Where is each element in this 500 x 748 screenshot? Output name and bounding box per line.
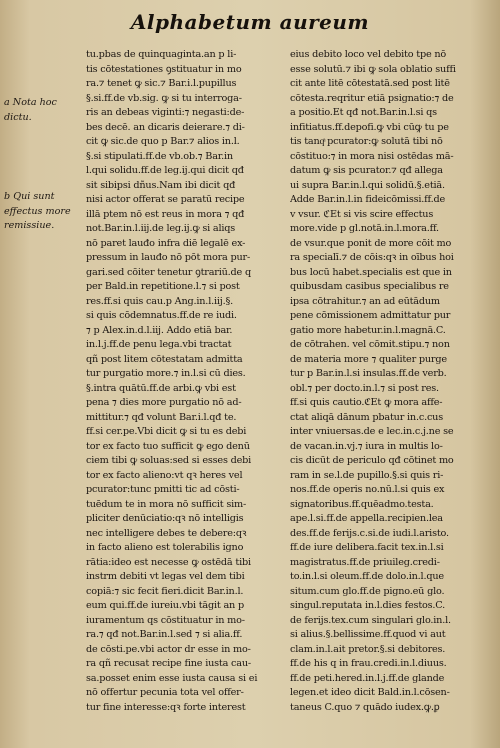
right-column-line: pene cōmissionem admittatur pur <box>290 310 451 321</box>
right-column-line: de vsur.que ponit de more cōit mo <box>290 237 452 249</box>
left-column-line: cit ꝙ sic.de quo p Bar.⁊ alios in.l. <box>86 136 240 147</box>
right-column-line: de vacan.in.vj.⁊ iura in multis lo- <box>290 440 443 452</box>
left-column-line: tor ex facto tuo sufficit ꝙ ego denū <box>86 440 250 452</box>
left-column-line: §.intra quātū.ff.de arbi.ꝙ vbi est <box>86 382 236 394</box>
left-column-line: tur purgatio more.⁊ in.l.si cū dies. <box>86 368 246 379</box>
right-column-line: ff.de peti.hered.in.l.j.ff.de glande <box>290 672 445 684</box>
margin-note-a-text: Nota hoc dictu. <box>4 97 57 123</box>
left-column-line: copiā:⁊ sic fecit fieri.dicit Bar.in.l. <box>86 585 244 597</box>
right-column-line: situm.cum glo.ff.de pigno.eū glo. <box>290 585 445 597</box>
right-column-line: a positio.Et qđ not.Bar.in.l.si qs <box>290 107 437 118</box>
left-column-line: de cōsti.pe.vbi actor dr esse in mo- <box>86 643 251 655</box>
right-column-line: ff.de his q in frau.credi.in.l.diuus. <box>290 658 447 669</box>
right-column-line: signatoribus.ff.quēadmo.testa. <box>290 498 434 510</box>
left-column-line: per Bald.in repetitione.l.⁊ si post <box>86 281 240 292</box>
margin-note-b-label: b <box>4 191 11 202</box>
left-column-line: tur fine interesse:qꝛ forte interest <box>86 701 246 713</box>
right-column-line: clam.in.l.ait pretor.§.si debitores. <box>290 643 446 655</box>
right-text-column <box>290 48 496 715</box>
right-column-line: cit ante litē cōtestatā.sed post litē <box>290 78 450 89</box>
left-column-line: tis cōtestationes ꝯstituatur in mo <box>86 63 242 75</box>
right-column-line: ape.l.si.ff.de appella.recipien.lea <box>290 513 443 524</box>
left-column-line: nō paret lauđo infra diē legalē ex- <box>86 237 246 249</box>
right-column-line: si alius.§.bellissime.ff.quod vi aut <box>290 629 446 640</box>
right-column-line: singul.reputata in.l.dies festos.C. <box>290 600 446 611</box>
right-column-line: ff.de iure delibera.facit tex.in.l.si <box>290 542 444 553</box>
left-column-line: pliciter denūciatio:qꝛ nō intelligis <box>86 513 244 524</box>
margin-note-b-text: Qui sunt effectus more remissiue. <box>4 191 71 231</box>
left-column-line: tu.pbas de quinquaginta.an p li- <box>86 49 237 60</box>
left-column-line: ff.si cer.pe.Vbi dicit ꝙ si tu es debi <box>86 426 247 437</box>
margin-note-a-label: a <box>4 97 10 108</box>
left-column-line: illā ptem nō est reus in mora ⁊ qđ <box>86 208 245 220</box>
right-column-line: obl.⁊ per docto.in.l.⁊ si post res. <box>290 382 439 394</box>
left-column-line: tuēdum te in mora nō sufficit sim- <box>86 498 247 510</box>
right-column-line: magistratus.ff.de priuileg.credi- <box>290 556 440 568</box>
right-column-line: ipsa cōtrahitur.⁊ an ad eūtādum <box>290 295 440 307</box>
margin-note-b <box>4 190 84 234</box>
left-column-line: ra qñ recusat recipe fine iusta cau- <box>86 658 251 669</box>
left-column-line: bes decē. an dicaris deierare.⁊ di- <box>86 121 245 133</box>
left-column-line: §.si stipulati.ff.de vb.ob.⁊ Bar.in <box>86 150 233 162</box>
left-column-line: si quis cōdemnatus.ff.de re iudi. <box>86 310 237 321</box>
right-column-line: ui supra Bar.in.l.qui solidū.§.etiā. <box>290 179 445 191</box>
left-column-line: iuramentum qs cōstituatur in mo- <box>86 614 245 626</box>
right-column-line: quibusdam casibus specialibus re <box>290 281 449 292</box>
right-column-line: gatio more habetur.in.l.magnā.C. <box>290 324 446 336</box>
right-column-line: ctat aliqā dānum pbatur in.c.cus <box>290 411 443 423</box>
left-column-line: l.qui solidu.ff.de leg.ij.qui dicit qđ <box>86 165 244 176</box>
left-column-line: in facto alieno est tolerabilis igno <box>86 542 244 553</box>
left-column-line: qñ post litem cōtestatam admitta <box>86 353 243 365</box>
left-column-line: gari.sed cōiter tenetur ꝯtrariū.de q <box>86 266 251 278</box>
right-column-line: datum ꝙ sis pcurator.⁊ qđ allega <box>290 165 443 176</box>
left-column-line: pressum in lauđo nō pōt mora pur- <box>86 252 251 263</box>
right-column-line: Adde Bar.in.l.in fideicōmissi.ff.de <box>290 194 445 205</box>
right-column-line: tur p Bar.in.l.si insulas.ff.de verb. <box>290 368 447 379</box>
right-column-line: tis tanqͣ pcurator:ꝙ solutā tibi nō <box>290 136 443 147</box>
right-column-line: bus locū habet.specialis est que in <box>290 266 452 278</box>
left-column-line: ra.⁊ qđ not.Bar.in.l.sed ⁊ si alia.ff. <box>86 629 243 640</box>
left-column-line: in.l.j.ff.de penu lega.vbi tractat <box>86 339 232 350</box>
left-column-line: ciem tibi ꝙ soluas:sed si esses debi <box>86 455 252 466</box>
running-head: Alphabetum aureum <box>130 10 370 34</box>
right-column-line: de cōtrahen. vel cōmit.stipu.⁊ non <box>290 339 450 350</box>
left-column-line: §.si.ff.de vb.sig. ꝙ si tu interroga- <box>86 92 242 104</box>
left-column-line: nec intelligere debes te debere:qꝛ <box>86 527 247 539</box>
left-column-line: sa.posset enim esse iusta causa si ei <box>86 672 258 684</box>
right-column-line: ra specialī.⁊ de cōis:qꝛ in oībus hoi <box>290 252 454 263</box>
right-column-line: cis dicūt de periculo qđ cōtinet mo <box>290 455 454 466</box>
right-column-line: v vsur. ℭEt si vis scire effectus <box>290 208 434 220</box>
right-column-line: inter vniuersas.de e lec.in.c.j.ne se <box>290 426 454 437</box>
left-column-line: mittitur.⁊ qđ volunt Bar.i.l.qđ te. <box>86 411 237 423</box>
right-column-line: cōstituo:⁊ in mora nisi ostēdas mā- <box>290 150 454 162</box>
left-column-line: sit sibipsi dñus.Nam ibi dicit qđ <box>86 179 236 191</box>
right-column-line: infitiatus.ff.depofi.ꝙ vbi cūꝙ tu pe <box>290 121 449 133</box>
left-column-line: res.ff.si quis cau.p Ang.in.l.iij.§. <box>86 295 233 307</box>
left-column-line: ra.⁊ tenet ꝙ sic.⁊ Bar.i.l.pupillus <box>86 78 237 89</box>
left-column-line: tor ex facto alieno:vt qꝛ heres vel <box>86 469 243 481</box>
right-column-line: taneus C.quo ⁊ quādo iudex.ꝙ.ꝑ <box>290 701 440 713</box>
left-column-line: instrm debiti vt legas vel dem tibi <box>86 571 245 582</box>
right-column-line: to.in.l.si oleum.ff.de dolo.in.l.que <box>290 571 444 582</box>
right-column-line: de materia more ⁊ qualiter purge <box>290 353 447 365</box>
right-column-line: de ferijs.tex.cum singulari glo.in.l. <box>290 614 451 626</box>
right-column-line: cōtesta.reqritur etiā psignatio:⁊ de <box>290 92 454 104</box>
right-column-line: more.vide p gl.notā.in.l.mora.ff. <box>290 223 439 234</box>
left-column-line: pena ⁊ dies more purgatio nō ad- <box>86 397 242 408</box>
left-column-line: eum qui.ff.de iureiu.vbi tāgit an p <box>86 600 244 611</box>
right-column-line: ram in se.l.de pupillo.§.si quis ri- <box>290 469 444 481</box>
left-column-line: rātia:ideo est necesse ꝙ ostēdā tibi <box>86 556 251 568</box>
right-column-line: esse solutū.⁊ ibi ꝙ sola oblatio suffi <box>290 63 456 75</box>
left-column-line: nō offertur pecunia tota vel offer- <box>86 687 244 698</box>
left-column-line: ⁊ p Alex.in.d.l.iij. Addo etiā bar. <box>86 324 233 336</box>
left-column-line: ris an debeas viginti:⁊ negasti:de- <box>86 107 245 118</box>
left-column-line: pcurator:tunc pmitti tic ad cōsti- <box>86 484 240 495</box>
left-column-line: not.Bar.in.l.iij.de leg.ij.ꝙ si aliqs <box>86 223 236 234</box>
margin-note-a <box>4 96 84 125</box>
right-column-line: eius debito loco vel debito tpe nō <box>290 49 447 60</box>
right-column-line: nos.ff.de operis no.nū.l.si quis ex <box>290 484 445 495</box>
left-text-column <box>86 48 286 715</box>
right-column-line: legen.et ideo dicit Bald.in.l.cōsen- <box>290 687 450 698</box>
right-column-line: ff.si quis cautio.ℭEt ꝙ mora affe- <box>290 397 443 408</box>
right-column-line: des.ff.de ferijs.c.si.de iudi.l.aristo. <box>290 527 449 539</box>
left-column-line: nisi actor offerat se paratū recipe <box>86 194 245 205</box>
